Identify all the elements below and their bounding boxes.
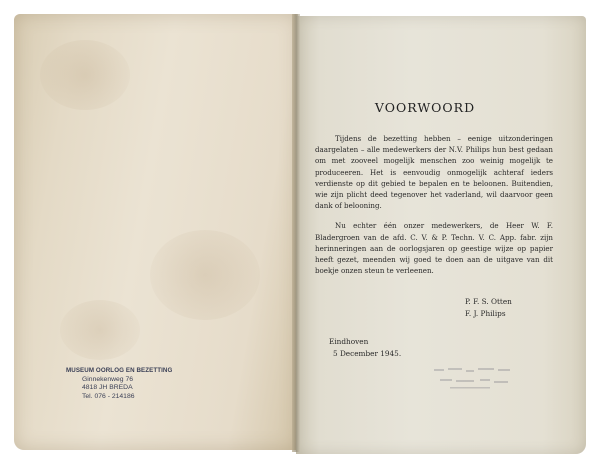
page-title: VOORWOORD xyxy=(374,100,476,115)
date: 5 December 1945. xyxy=(333,348,402,358)
paper-stain xyxy=(60,300,140,360)
faded-stamp-mark xyxy=(430,363,520,393)
paragraph-1: Tijdens de bezetting hebben – eenige uitzonderingen daargelaten – alle medewerkers der N.V. Philips hun best gedaan om met zooveel mogelijk menschen zoo weinig mogelijk te produceeren. Het is eenvoudig onmogelijk achteraf ieders verdienste op dit gebied te bepalen en te beloonen. Buitendien, wie zijn plicht deed tegenover het vaderland, wil daarvoor geen dank of belooning. xyxy=(315,134,553,211)
stamp-phone: Tel. 076 - 214186 xyxy=(82,392,135,400)
museum-stamp xyxy=(66,367,196,401)
signature-otten: P. F. S. Otten xyxy=(465,297,512,306)
stamp-street: Ginnekenweg 76 xyxy=(82,375,134,383)
spine-fold xyxy=(292,14,300,452)
paper-stain xyxy=(150,230,260,320)
place-date xyxy=(329,336,449,359)
paragraph-2: Nu echter één onzer medewerkers, de Heer W. F. Bladergroen van de afd. C. V. & P. Techn. V. C. App. fabr. zijn herinneringen aan de oorlogsjaren op geestige wijze op papier heeft gezet, meenden wij goed te doen aan de uitgave van dit boekje onzen steun te verleenen. xyxy=(315,221,553,276)
signatures xyxy=(465,296,565,319)
stamp-postcode-city: 4818 JH BREDA xyxy=(82,384,133,392)
stamp-museum-name: MUSEUM OORLOG EN BEZETTING xyxy=(66,367,173,374)
paper-stain xyxy=(40,40,130,110)
foreword-body xyxy=(315,133,553,276)
signature-philips: F. J. Philips xyxy=(465,308,506,318)
place: Eindhoven xyxy=(329,337,369,346)
